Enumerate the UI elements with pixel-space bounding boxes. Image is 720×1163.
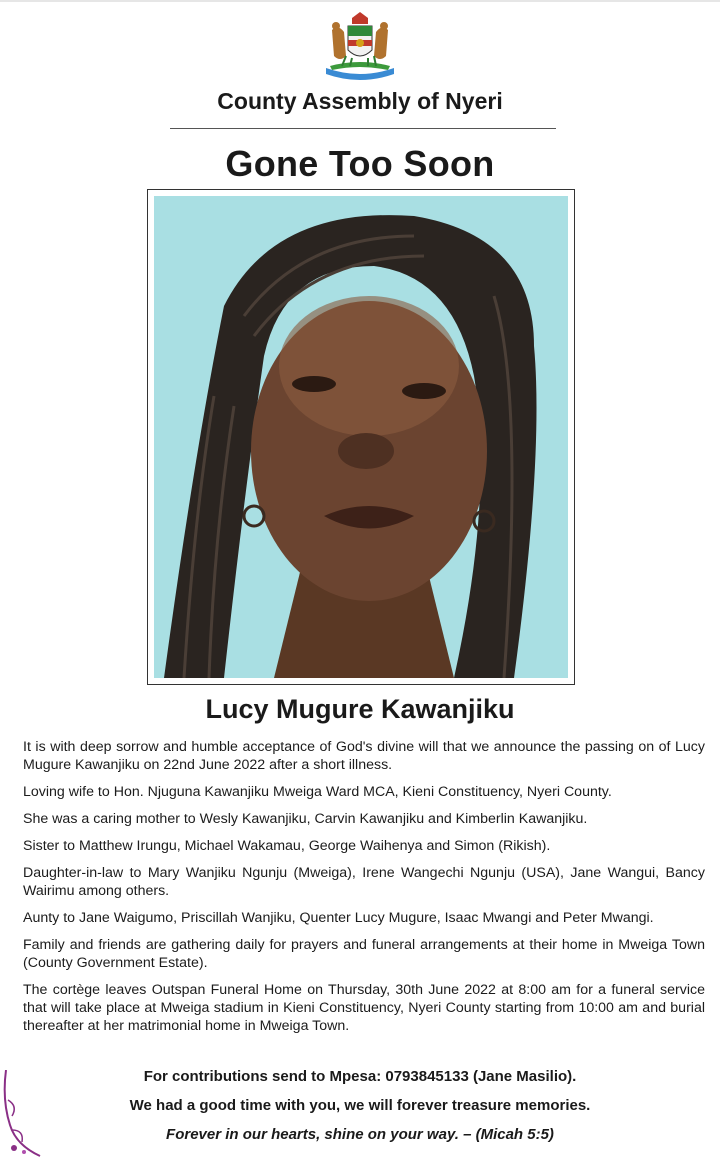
closing-line: Forever in our hearts, shine on your way. – (Micah 5:5) [166, 1126, 554, 1143]
portrait-photo [154, 196, 568, 678]
obituary-body [23, 738, 705, 1044]
top-border [0, 0, 720, 2]
memory-line: We had a good time with you, we will forever treasure memories. [129, 1097, 591, 1114]
paragraph-funeral-details: The cortège leaves Outspan Funeral Home on Thursday, 30th June 2022 at 8:00 am for a funeral service that will take place at Mweiga stadium in Kieni Constituency, Nyeri County starting from 10:00 am and burial thereafter at her matrimonial home in Mweiga Town. [23, 982, 705, 1034]
header-divider [170, 128, 556, 129]
paragraph-nieces-nephews: Aunty to Jane Waigumo, Priscillah Wanjiku, Quenter Lucy Mugure, Isaac Mwangi and Peter Mwangi. [23, 910, 654, 926]
paragraph-gatherings: Family and friends are gathering daily for prayers and funeral arrangements at their home in Mweiga Town (County Government Estate). [23, 937, 705, 971]
paragraph-spouse: Loving wife to Hon. Njuguna Kawanjiku Mweiga Ward MCA, Kieni Constituency, Nyeri County. [23, 784, 612, 800]
paragraph-siblings: Sister to Matthew Irungu, Michael Wakamau, George Waihenya and Simon (Rikish). [23, 838, 551, 854]
assembly-title: County Assembly of Nyeri [217, 88, 503, 114]
county-crest-icon [318, 10, 402, 82]
deceased-name: Lucy Mugure Kawanjiku [205, 694, 515, 724]
contributions-line: For contributions send to Mpesa: 0793845133 (Jane Masilio). [143, 1068, 577, 1085]
portrait-frame [147, 189, 575, 685]
paragraph-announcement: It is with deep sorrow and humble acceptance of God's divine will that we announce the passing on of Lucy Mugure Kawanjiku on 22nd June 2022 after a short illness. [23, 739, 705, 773]
paragraph-in-laws: Daughter-in-law to Mary Wanjiku Ngunju (Mweiga), Irene Wangechi Ngunju (USA), Jane Wangui, Bancy Wairimu among others. [23, 865, 705, 899]
paragraph-children: She was a caring mother to Wesly Kawanjiku, Carvin Kawanjiku and Kimberlin Kawanjiku. [23, 811, 588, 827]
headline: Gone Too Soon [225, 143, 495, 184]
floral-flourish-icon [0, 1070, 44, 1158]
